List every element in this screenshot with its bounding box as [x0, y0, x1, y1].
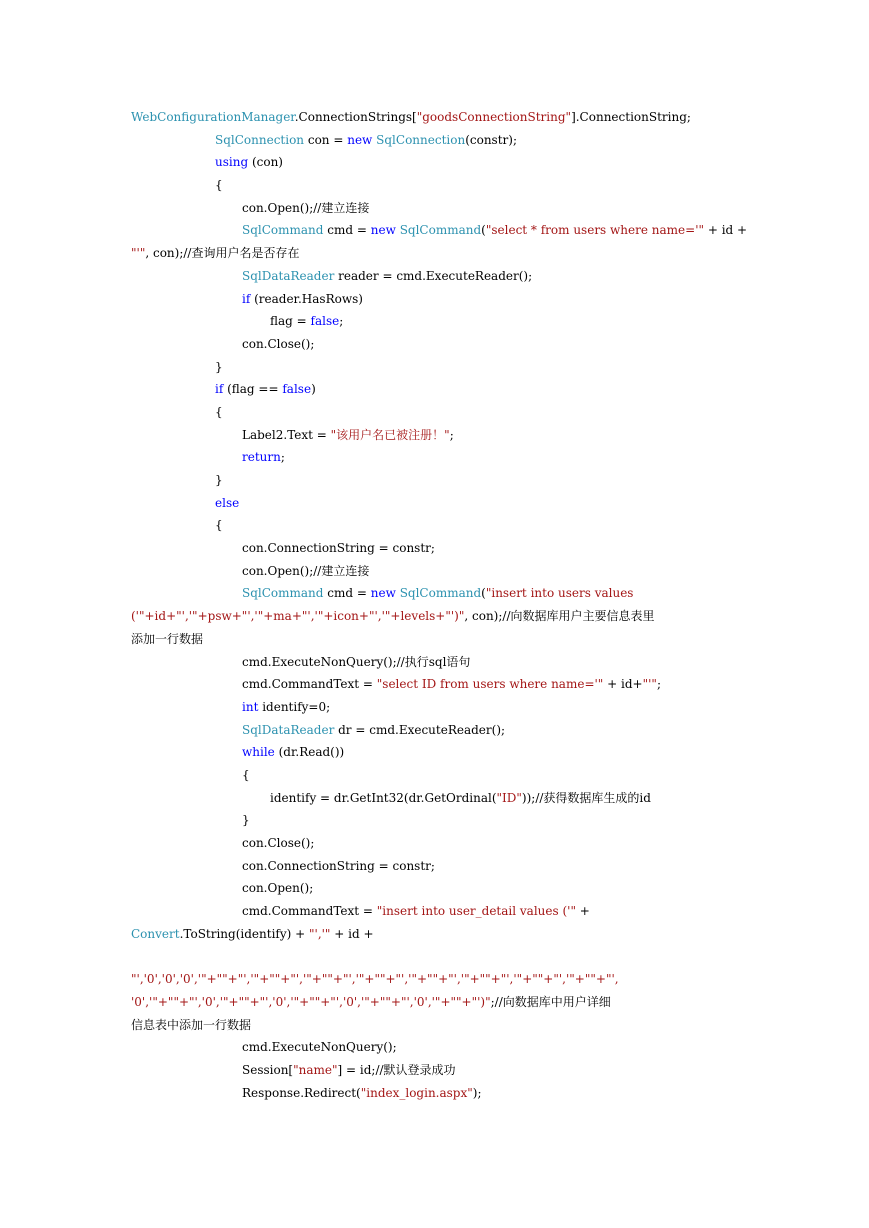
code-text: {: [215, 518, 223, 533]
code-text: cmd.ExecuteNonQuery();: [242, 1040, 397, 1055]
code-text: cmd =: [323, 586, 371, 601]
code-type: SqlCommand: [242, 586, 324, 601]
code-line: [131, 197, 751, 220]
code-string: "','": [309, 926, 331, 941]
code-keyword: false: [282, 382, 312, 397]
code-text: }: [242, 813, 250, 828]
code-keyword: while: [242, 745, 275, 760]
code-text: (flag ==: [223, 382, 283, 397]
code-string: ('"+id+"','"+psw+"','"+ma+"','"+icon+"','"+levels+"')": [131, 609, 465, 624]
code-text: );: [472, 1085, 482, 1100]
code-line: [131, 582, 751, 605]
code-line: [131, 719, 751, 742]
code-text: (dr.Read()): [274, 745, 345, 760]
code-text: ConnectionStrings[: [298, 110, 417, 124]
code-text: ].ConnectionString;: [571, 110, 691, 124]
code-text: con.Open();//建立连接: [242, 563, 370, 578]
code-text: cmd.CommandText =: [242, 904, 377, 919]
code-text: ;: [280, 450, 285, 465]
code-line: [131, 129, 751, 152]
code-line: [131, 741, 751, 764]
code-text: ): [311, 382, 316, 397]
code-line: [131, 106, 751, 129]
code-line: [131, 968, 751, 991]
code-type: SqlConnection: [215, 132, 305, 147]
code-text: ;: [339, 314, 344, 329]
code-line: [131, 151, 751, 174]
code-text: + id +: [704, 223, 748, 238]
code-text: {: [215, 404, 223, 419]
code-line: [131, 809, 751, 832]
code-text: flag =: [270, 314, 311, 329]
code-text: (: [481, 223, 486, 238]
code-text: , con);//向数据库用户主要信息表里: [464, 609, 655, 624]
code-line: [131, 401, 751, 424]
code-line: [131, 492, 751, 515]
code-line: [131, 310, 751, 333]
code-keyword: new: [370, 586, 396, 601]
code-text: ] = id;//默认登录成功: [337, 1062, 456, 1077]
code-text: (constr);: [465, 132, 517, 147]
code-string: "name": [293, 1062, 338, 1077]
code-line: [131, 877, 751, 900]
code-line: [131, 651, 751, 674]
code-text: ;: [449, 427, 454, 442]
code-text: Label2.Text =: [242, 427, 331, 442]
code-text: }: [215, 473, 223, 487]
code-text: {: [242, 767, 250, 782]
code-text: 添加一行数据: [131, 631, 204, 646]
code-line: [131, 242, 751, 265]
code-line: [131, 605, 751, 628]
code-text: .ToString(identify) +: [179, 926, 309, 941]
code-line: [131, 174, 751, 197]
code-line: [131, 673, 751, 696]
code-text: dr = cmd.ExecuteReader();: [334, 722, 506, 737]
code-text: ;: [656, 677, 661, 692]
code-text: con.Close();: [242, 336, 315, 351]
code-text: (con): [248, 155, 283, 170]
code-line: [131, 855, 751, 878]
code-type: Convert: [131, 926, 180, 941]
code-keyword: false: [310, 314, 340, 329]
code-text: reader = cmd.ExecuteReader();: [334, 268, 533, 283]
code-line: [131, 446, 751, 469]
code-line: [131, 787, 751, 810]
code-line: [131, 628, 751, 651]
code-line: [131, 1059, 751, 1082]
code-string: '0','"+""+"','0','"+""+"','0','"+""+"','0','"+""+"','0','"+""+"')": [131, 994, 491, 1009]
code-text: .: [294, 110, 299, 124]
code-text: + id+: [603, 677, 643, 692]
code-keyword: new: [370, 223, 396, 238]
code-line: [131, 991, 751, 1014]
code-text: con.Open();//建立连接: [242, 200, 370, 215]
code-line: [131, 356, 751, 379]
code-text: ));//获得数据库生成的id: [521, 790, 651, 805]
code-line: [131, 560, 751, 583]
code-text: con =: [304, 132, 348, 147]
code-text: ;//向数据库中用户详细: [490, 994, 611, 1009]
code-line: [131, 333, 751, 356]
code-type: SqlCommand: [399, 586, 482, 601]
code-line: [131, 424, 751, 447]
code-text: con.Open();: [242, 881, 314, 896]
code-string: "select * from users where name='": [485, 223, 705, 238]
code-line: [131, 900, 751, 923]
code-text: (reader.HasRows): [250, 291, 363, 306]
code-string: "'": [131, 246, 146, 261]
code-keyword: int: [242, 699, 259, 714]
code-line: [131, 288, 751, 311]
code-text: con.ConnectionString = constr;: [242, 858, 435, 873]
code-text: }: [215, 359, 223, 374]
code-type: SqlDataReader: [242, 268, 335, 283]
code-text: + id +: [330, 926, 374, 941]
code-string: "goodsConnectionString": [416, 110, 572, 124]
code-text: cmd =: [323, 223, 371, 238]
code-keyword: using: [215, 155, 249, 170]
code-line: [131, 1036, 751, 1059]
code-text: con.ConnectionString = constr;: [242, 541, 435, 556]
code-string: "insert into users values: [485, 586, 634, 601]
code-line: [131, 378, 751, 401]
code-type: WebConfigurationManager: [131, 110, 295, 124]
code-text: cmd.ExecuteNonQuery();//执行sql语句: [242, 654, 471, 669]
code-line: [131, 469, 751, 492]
code-type: SqlConnection: [376, 132, 466, 147]
code-line: [131, 945, 751, 968]
code-line: [131, 923, 751, 946]
code-line: [131, 514, 751, 537]
code-string: "ID": [496, 790, 522, 805]
code-text: 信息表中添加一行数据: [131, 1017, 252, 1032]
code-string: "该用户名已被注册！": [330, 427, 450, 442]
code-string: "','0','0','0','"+""+"','"+""+"','"+""+"','"+""+"','"+""+"','"+""+"','"+""+"','"+""+"',: [131, 972, 619, 987]
code-string: "select ID from users where name='": [376, 677, 604, 692]
code-block: [131, 106, 751, 1104]
code-string: "insert into user_detail values ('": [376, 904, 576, 919]
code-text: Session[: [242, 1062, 294, 1077]
code-text: {: [215, 178, 223, 193]
code-line: [131, 1082, 751, 1105]
code-line: [131, 265, 751, 288]
code-keyword: return: [242, 450, 281, 465]
code-line: [131, 832, 751, 855]
code-keyword: if: [215, 382, 224, 397]
code-text: (: [481, 586, 486, 601]
code-line: [131, 537, 751, 560]
code-line: [131, 696, 751, 719]
code-keyword: if: [242, 291, 251, 306]
code-type: SqlDataReader: [242, 722, 335, 737]
code-line: [131, 1014, 751, 1037]
code-type: SqlCommand: [242, 223, 324, 238]
code-text: Response.Redirect(: [242, 1085, 361, 1100]
code-line: [131, 764, 751, 787]
code-string: "index_login.aspx": [360, 1085, 473, 1100]
code-text: con.Close();: [242, 836, 315, 850]
code-text: cmd.CommandText =: [242, 677, 377, 692]
code-text: +: [575, 904, 590, 919]
code-text: identify = dr.GetInt32(dr.GetOrdinal(: [270, 790, 497, 805]
code-keyword: else: [215, 495, 240, 510]
code-keyword: new: [347, 132, 373, 147]
code-string: "'": [642, 677, 657, 692]
code-line: [131, 219, 751, 242]
code-text: , con);//查询用户名是否存在: [145, 246, 300, 261]
code-text: identify=0;: [258, 699, 331, 714]
code-type: SqlCommand: [399, 223, 482, 238]
